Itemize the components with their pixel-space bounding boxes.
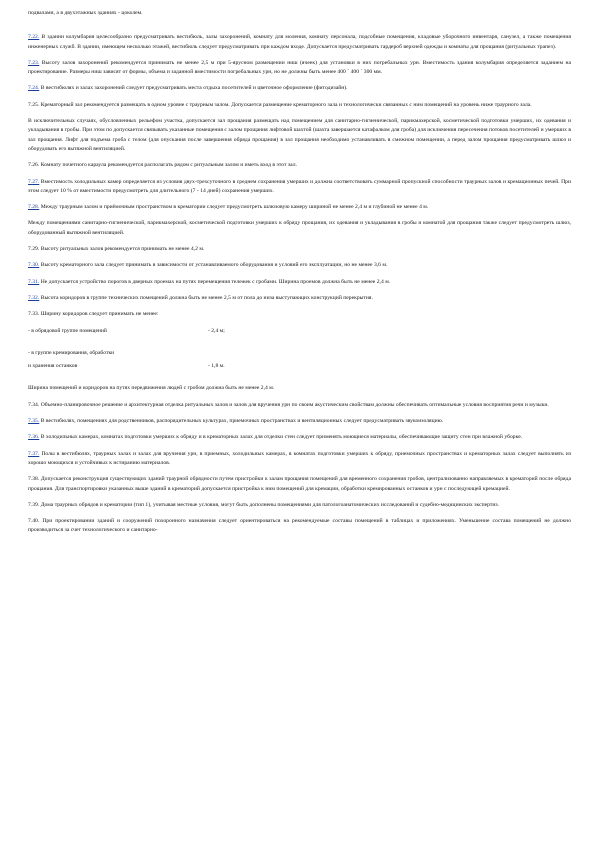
paragraph-text: Объемно-планировочное решение и архитектурная отделка ритуальных залов и залов для вручения урн по своим акустическим свойствам должны обеспечивать оптимальные условия восприятия речи и музыки. — [40, 401, 549, 408]
clause-number: 7.39. — [28, 501, 40, 508]
paragraph-text: В здании колумбария целесообразно предусматривать вестибюль, залы захоронений, комнату для моления, комнату персонала, подсобные помещения, кладовые уборочного инвентаря, санузел, а также помещения инженерных служб. В здании, имеющем несколько этажей, вестибюль следует предусматривать при каждом входе. Допускается предусматривать гардероб верхней одежды и комнаты для прощания (ритуальных трапез). — [28, 34, 571, 50]
paragraph — [28, 261, 571, 270]
paragraph-text: Высоту ритуальных залов рекомендуется принимать не менее 4,2 м. — [40, 246, 205, 253]
paragraph-text: В исключительных случаях, обусловленных рельефом участка, допускается зал прощания размещать над помещением для санитарно-гигиенической, парикмахерской, косметической подготовки умерших, их одевания и укладывания в гробы. При этом по допускается связывать указанные помещения с залом прощания лифтовой шахтой (шахта завершается катафалком для гроба) для исключения пересечения потоков посетителей и умерших в зал прощания. Лифт для подъема гроба с телом (для опускания после завершения обряда прощания) в зал прощания необходимо устанавливать в смежном помещении, а перед залом прощания предусматривать шлюз и оборудовать его вытяжной вентиляцией. — [28, 118, 571, 152]
clause-number: 7.29. — [28, 246, 40, 253]
paragraph-text: Высоту залов захоронений рекомендуется принимать не менее 2,5 м при 5-ярусном размещении ниш (ячеек) для установки в них погребальных урн. Вместимость здания колумбария определяется заданием на проектирование. Размеры ниш зависят от формы, объема и заданной вместимости погребальных урн, но не должны быть менее 400 ´ 400 ´ 300 мм. — [28, 59, 572, 76]
paragraph — [28, 433, 571, 442]
corridor-type: и хранения останков — [28, 363, 78, 370]
clause-number-link[interactable]: 7.23. — [28, 59, 40, 66]
clause-number: 7.25. — [28, 101, 40, 108]
paragraph-text: Между помещениями санитарно-гигиенической, парикмахерской, косметической подготовки умерших к обряду прощания, их одевания и укладывания в гробы и комнатой для прощания также следует предусмотреть шлюз, оборудованный вытяжной вентиляцией. — [28, 220, 571, 236]
paragraph — [28, 294, 571, 303]
paragraph-text: В холодильных камерах, комнатах подготовки умерших к обряду и в крематорных залах для отделки стен следует применять моющиеся материалы, обеспечивающие защиту стен при влажной уборке. — [40, 434, 523, 441]
paragraph-text: Допускается реконструкция существующих зданий траурной обрядности путем пристройки к залам прощания помещений для временного сохранения гробов, централизованно направляемых в крематорий после обряда прощания. Для транспортировки указанных выше зданий в крематорий допускается пристройка к ним помещений для кремации, обработки кремированных останков и урн с последующей кремацией. — [28, 476, 571, 492]
paragraph-text: Полы в вестибюлях, траурных залах и залах для вручения урн, в приемных, холодильных камерах, в комнатах подготовки умерших к обряду, приемочных пространствах и крематорных залах следует выполнять из хорошо моющихся и устойчивых к истиранию материалов. — [28, 450, 571, 466]
paragraph — [28, 161, 571, 170]
corridor-type: - в обрядовой группе помещений — [28, 327, 107, 334]
paragraph-text: Дома траурных обрядов и крематории (тип 1), учитывая местные условия, могут быть дополнены помещениями для патологоанатомических исследований и судебно-медицинских экспертиз. — [40, 501, 499, 508]
corridor-width-row — [28, 349, 571, 358]
paragraph — [28, 59, 571, 78]
paragraph — [28, 245, 571, 254]
paragraph-text: Комнату почетного караула рекомендуется располагать рядом с ритуальным залом и иметь вход в этот зал. — [40, 162, 297, 169]
clause-number-link[interactable]: 7.27. — [28, 178, 40, 185]
paragraph-group-2 — [28, 384, 571, 535]
paragraph — [28, 84, 571, 93]
corridor-width-row — [28, 362, 571, 371]
paragraph — [28, 9, 571, 18]
clause-number: 7.38. — [28, 476, 40, 483]
paragraph-text: Не допускается устройство порогов в дверных проемах на путях перемещения тележек с гробами. Ширина проемов должна быть не менее 2,4 м. — [40, 278, 391, 285]
paragraph — [28, 33, 571, 52]
clause-number: 7.34. — [28, 401, 40, 408]
paragraph-text: Вместимость холодильных камер определяется из условия двух-трехсуточного в среднем сохранения умерших и должна соответствовать суммарной пропускной способности траурных залов и кремационных печей. При этом следует 10 % от вместимости предусмотреть для длительного (7 - 14 дней) сохранения умерших. — [28, 178, 572, 194]
clause-number-link[interactable]: 7.31. — [28, 278, 40, 285]
paragraph — [28, 417, 571, 426]
paragraph-text: подвалами, а в двухэтажных зданиях - цоколем. — [28, 10, 143, 16]
clause-number-link[interactable]: 7.36. — [28, 434, 40, 441]
clause-number: 7.33. — [28, 311, 40, 318]
paragraph — [28, 401, 571, 410]
paragraph-text: При проектировании зданий и сооружений похоронного назначения следует ориентироваться на рекомендуемые составы помещений в таблицах и приложениях. Уменьшение состава помещений не должно производиться за счет технологического и санитарно- — [28, 518, 572, 534]
corridor-width-value: - 2,4 м; — [208, 327, 225, 334]
paragraph — [28, 450, 571, 469]
paragraph-text: Крематорный зал рекомендуется размещать в одном уровне с траурным залом. Допускается размещение крематорного зала и технологически связанных с ним помещений на уровень ниже траурного зала. — [40, 101, 532, 108]
paragraph — [28, 178, 571, 197]
paragraph — [28, 203, 571, 212]
paragraph-text: В вестибюлях и залах захоронений следует предусматривать места отдыха посетителей и цветочное оформление (фитодизайн). — [40, 85, 348, 92]
paragraph-text: В вестибюлях, помещениях для родственников, распорядительных культурах, приемочных пространствах и вентиляционных следует предусматривать звукоизоляцию. — [40, 418, 444, 425]
paragraph-text: Между траурным залом и приёмочным пространством в крематории следует предусмотреть шлюзовую камеру шириной не менее 2,4 м и глубиной не менее 4 м. — [40, 204, 429, 211]
paragraph — [28, 101, 571, 110]
paragraph — [28, 310, 571, 319]
paragraph — [28, 219, 571, 238]
paragraph — [28, 278, 571, 287]
clause-number-link[interactable]: 7.22. — [28, 34, 40, 41]
clause-number-link[interactable]: 7.32. — [28, 294, 40, 301]
clause-number: 7.40. — [28, 518, 40, 525]
paragraph — [28, 117, 571, 154]
corridor-width-row — [28, 327, 571, 336]
clause-number-link[interactable]: 7.35. — [28, 418, 40, 425]
clause-number-link[interactable]: 7.28. — [28, 204, 40, 211]
clause-number-link[interactable]: 7.24. — [28, 85, 40, 92]
paragraph — [28, 501, 571, 510]
corridor-widths-list — [28, 327, 571, 372]
corridor-type: - в группе кремирования, обработки — [28, 349, 115, 356]
paragraph-group-1 — [28, 9, 571, 320]
clause-number: 7.26. — [28, 162, 40, 169]
paragraph-text: Ширину коридоров следует принимать не менее: — [40, 311, 159, 318]
paragraph — [28, 475, 571, 494]
paragraph — [28, 384, 571, 393]
clause-number-link[interactable]: 7.30. — [28, 262, 40, 269]
paragraph-text: Ширина помещений и коридоров на путях передвижения людей с гробом должна быть не менее 2,4 м. — [28, 385, 275, 392]
paragraph-text: Высота коридоров в группе технических помещений должна быть не менее 2,5 м от пола до низа выступающих конструкций перекрытия. — [40, 294, 373, 301]
paragraph — [28, 517, 571, 536]
corridor-width-value: - 1,8 м. — [208, 363, 225, 370]
paragraph-text: Высоту крематорного зала следует принимать в зависимости от устанавливаемого оборудования и условий его эксплуатации, но не менее 3,6 м. — [40, 262, 388, 269]
clause-number-link[interactable]: 7.37. — [28, 450, 40, 457]
